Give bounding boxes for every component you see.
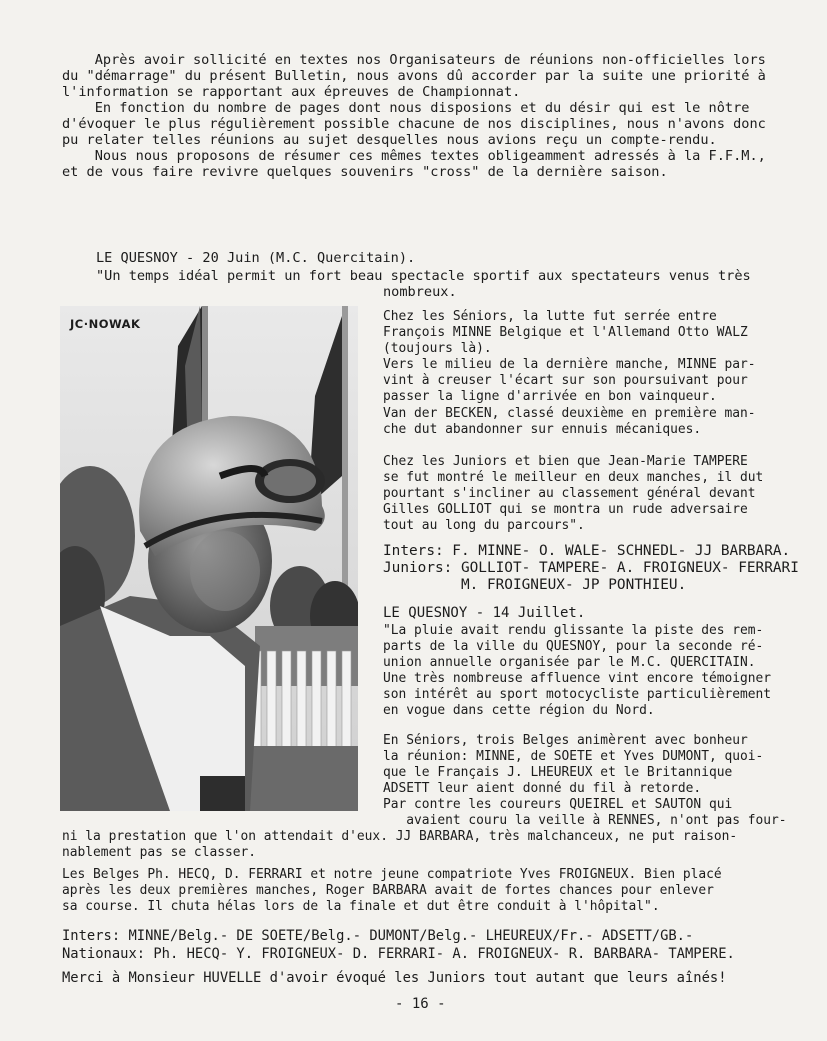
event1-heading: LE QUESNOY - 20 Juin (M.C. Quercitain). <box>96 250 416 266</box>
photo-credit: JC·NOWAK <box>70 317 141 331</box>
event1-quote-line1: "Un temps idéal permit un fort beau spectacle sportif aux spectateurs venus très <box>96 268 751 284</box>
rider-photo <box>60 306 358 811</box>
event2-belges-paragraph: Les Belges Ph. HECQ, D. FERRARI et notre jeune compatriote Yves FROIGNEUX. Bien placé après les deux premières manches, Roger BARBARA avait de fortes chances pour enlever sa course. Il chuta hélas lors de la finale et dut être conduit à l'hôpital". <box>62 867 722 915</box>
thanks-line: Merci à Monsieur HUVELLE d'avoir évoqué les Juniors tout autant que leurs aînés! <box>62 970 727 986</box>
event1-juniors-paragraph: Chez les Juniors et bien que Jean-Marie TAMPERE se fut montré le meilleur en deux manches, il dut pourtant s'incliner au classement général devant Gilles GOLLIOT qui se montra un rude adversaire tout au long du parcours". <box>383 454 764 534</box>
event1-results: Inters: F. MINNE- O. WALE- SCHNEDL- JJ BARBARA. Juniors: GOLLIOT- TAMPERE- A. FROIGNEUX- FERRARI M. FROIGNEUX- JP PONTHIEU. <box>383 543 799 594</box>
event1-quote-line2: nombreux. <box>383 284 457 300</box>
event2-seniors-continuation: ni la prestation que l'on attendait d'eux. JJ BARBARA, très malchanceux, ne put raison- nablement pas se classer. <box>62 829 738 861</box>
event2-intro-paragraph: "La pluie avait rendu glissante la piste des rem- parts de la ville du QUESNOY, pour la seconde ré- union annuelle organisée par le M.C. QUERCITAIN. Une très nombreuse affluence vint encore témoigner son intérêt au sport motocycliste particulièrement en vogue dans cette région du Nord. <box>383 623 772 719</box>
event2-results: Inters: MINNE/Belg.- DE SOETE/Belg.- DUMONT/Belg.- LHEUREUX/Fr.- ADSETT/GB.- Nationaux: Ph. HECQ- Y. FROIGNEUX- D. FERRARI- A. FROIGNEUX- R. BARBARA- TAMPERE. <box>62 928 735 962</box>
event2-seniors-paragraph: En Séniors, trois Belges animèrent avec bonheur la réunion: MINNE, de SOETE et Yves DUMONT, quoi- que le Français J. LHEUREUX et le Britannique ADSETT leur aient donné du fil à retorde. Par contre les coureurs QUEIREL et SAUTON qui avaient couru la veille à RENNES, n'ont pas four- <box>383 733 787 829</box>
intro-paragraph: Après avoir sollicité en textes nos Organisateurs de réunions non-officielles lors du "démarrage" du présent Bulletin, nous avons dû accorder par la suite une priorité à l'information se rapportant aux épreuves de Championnat. En fonction du nombre de pages dont nous disposions et du désir qui est le nôtre d'évoquer le plus régulièrement possible chacune de nos disciplines, nous n'avons donc pu relater telles réunions au sujet desquelles nous avions reçu un compte-rendu. Nous nous proposons de résumer ces mêmes textes obligeamment adressés à la F.F.M., et de vous faire revivre quelques souvenirs "cross" de la dernière saison. <box>62 52 766 180</box>
event1-seniors-paragraph: Chez les Séniors, la lutte fut serrée entre François MINNE Belgique et l'Allemand Otto WALZ (toujours là). Vers le milieu de la dernière manche, MINNE par- vint à creuser l'écart sur son poursuivant pour passer la ligne d'arrivée en bon vainqueur. Van der BECKEN, classé deuxième en première man- che dut abandonner sur ennuis mécaniques. <box>383 309 756 437</box>
page-number: - 16 - <box>395 996 446 1012</box>
event2-heading: LE QUESNOY - 14 Juillet. <box>383 605 586 621</box>
